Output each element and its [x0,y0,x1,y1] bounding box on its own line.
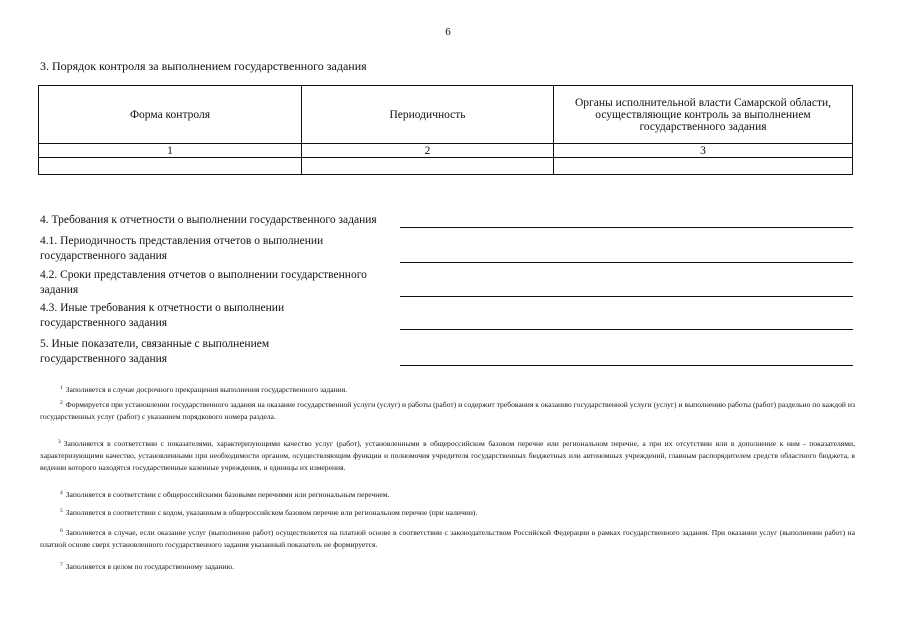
footnote-text: Формируется при установлении государственного задания на оказание государственной услуги (услуг) и работы (работ) и содержит требования к оказанию государственной услуги (услуг) и выполнению работы (работ) раздельно по каждой из государственных услуг (работ) с указанием порядкового номера раздела. [40,400,855,421]
footnote-mark: 2 [60,400,63,406]
fill-line-5 [400,365,853,366]
footnote-5 [60,505,850,519]
table-cell [554,158,853,175]
footnote-text: Заполняется в соответствии с показателями, характеризующими качество услуг (работ), установленными в общероссийском базовом перечне или региональном перечне, а при их отсутствии или в дополнение к ним - показателями, характеризующими качество, установленными при необходимости органом, осуществляющим функции и полномочия учредителя государственных бюджетных или автономных учреждений, главным распорядителем средств областного бюджета, в ведении которого находятся государственные казенные учреждения, и единицы их измерения. [40,439,855,472]
fill-line-4-2 [400,296,853,297]
footnote-mark: 7 [60,562,63,568]
footnote-mark: 1 [60,385,63,391]
footnote-text: Заполняется в соответствии с кодом, указанным в общероссийском базовом перечне или региональном перечне (при наличии). [65,508,478,517]
header-periodicity: Периодичность [302,86,554,144]
requirement-4-1: 4.1. Периодичность представления отчетов о выполнении государственного задания [40,235,324,262]
column-number-row [39,144,853,158]
footnote-7 [60,559,850,573]
fill-line-4-3 [400,329,853,330]
footnote-text: Заполняется в соответствии с общероссийскими базовыми перечнями или региональным перечнем. [65,490,390,499]
requirement-5: 5. Иные показатели, связанные с выполнением государственного задания [40,338,270,365]
header-control-form: Форма контроля [39,86,302,144]
footnote-6 [40,525,855,551]
section-3-title: 3. Порядок контроля за выполнением государственного задания [40,59,367,73]
fill-line-4-1 [400,262,853,263]
footnote-mark: 3 [58,439,61,445]
footnote-text: Заполняется в целом по государственному заданию. [65,562,235,571]
footnote-text: Заполняется в случае, если оказание услуг (выполнение работ) осуществляется на платной основе в соответствии с законодательством Российской Федерации в рамках государственного задания. При оказании услуг (выполнении работ) на платной основе сверх установленного государственного задания указанный показатель не формируется. [40,528,855,549]
control-table [38,85,853,175]
table-row [39,158,853,175]
footnote-mark: 4 [60,490,63,496]
table-cell [302,158,554,175]
page-number: 6 [445,26,451,38]
footnote-4 [60,487,850,501]
table-cell [39,158,302,175]
header-control-authorities: Органы исполнительной власти Самарской области, осуществляющие контроль за выполнением государственного задания [554,86,853,144]
table-header-row [39,86,853,144]
footnote-1 [60,382,850,396]
footnote-mark: 6 [60,528,63,534]
requirement-4-2: 4.2. Сроки представления отчетов о выполнении государственного задания [40,269,367,296]
fill-line-4 [400,227,853,228]
column-number: 1 [39,144,302,158]
column-number: 3 [554,144,853,158]
requirement-4: 4. Требования к отчетности о выполнении государственного задания [40,214,377,226]
column-number: 2 [302,144,554,158]
footnote-text: Заполняется в случае досрочного прекращения выполнения государственного задания. [65,385,348,394]
footnote-3 [40,436,855,474]
requirement-4-3: 4.3. Иные требования к отчетности о выполнении государственного задания [40,302,285,329]
footnote-2 [40,397,855,423]
footnote-mark: 5 [60,508,63,514]
